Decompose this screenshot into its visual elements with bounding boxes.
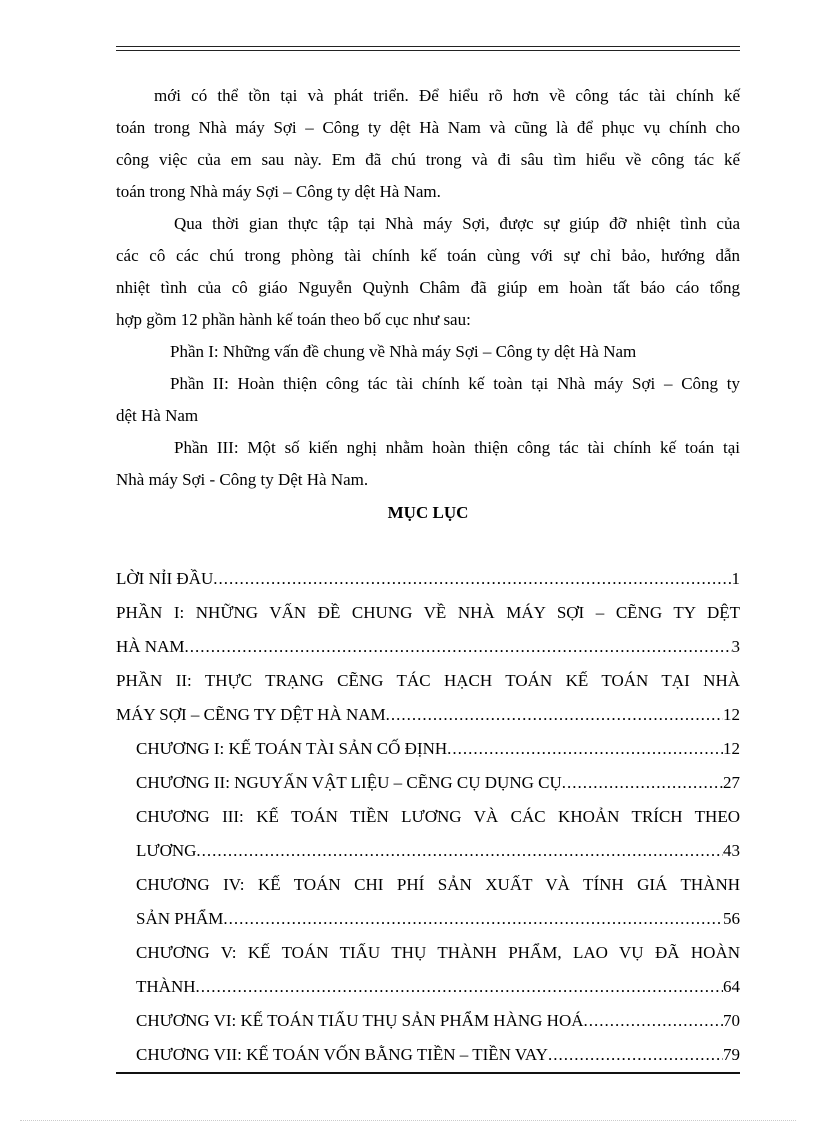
toc-entry[interactable]: LỜI NỈI ĐẦU ..... 1 — [116, 562, 740, 596]
paragraph-1 — [116, 80, 740, 208]
text-line: nhiệt tình của cô giáo Nguyễn Quỳnh Châm đã giúp em hoàn tất báo cáo tổng — [116, 278, 740, 297]
toc-entry[interactable]: CHƯƠNG II: NGUYẤN VẬT LIỆU – CẼNG CỤ DỤNG CỤ ..... 27 — [116, 766, 740, 800]
toc-entry[interactable]: CHƯƠNG VI: KẾ TOÁN TIẤU THỤ SẢN PHẨM HÀNG HOÁ ..... 70 — [116, 1004, 740, 1038]
toc-entry[interactable]: CHƯƠNG VII: KẾ TOÁN VỐN BẰNG TIỀN – TIỀN VAY ..... 79 — [116, 1038, 740, 1072]
table-of-contents — [116, 562, 740, 1072]
text-line: các cô các chú trong phòng tài chính kế toán cùng với sự chỉ bảo, hướng dẫn — [116, 246, 740, 265]
toc-entry[interactable]: CHƯƠNG III: KẾ TOÁN TIỀN LƯƠNG VÀ CÁC KHOẢN TRÍCH THEO LƯƠNG ..... 43 — [116, 800, 740, 868]
part-2 — [116, 368, 740, 432]
toc-entry[interactable]: PHẦN I: NHỮNG VẤN ĐỀ CHUNG VỀ NHÀ MÁY SỢI – CẼNG TY DỆT HÀ NAM ..... 3 — [116, 596, 740, 664]
text-line: mới có thể tồn tại và phát triển. Để hiểu rõ hơn về công tác tài chính kế — [154, 86, 740, 105]
text-line: Phần II: Hoàn thiện công tác tài chính kế toàn tại Nhà máy Sợi – Công ty — [170, 374, 740, 393]
text-line: toán trong Nhà máy Sợi – Công ty dệt Hà Nam và cũng là để phục vụ chính cho — [116, 118, 740, 137]
footer-rule — [116, 1072, 740, 1074]
text-line: toán trong Nhà máy Sợi – Công ty dệt Hà Nam. — [116, 182, 441, 201]
part-3 — [116, 432, 740, 496]
toc-entry[interactable]: CHƯƠNG IV: KẾ TOÁN CHI PHÍ SẢN XUẤT VÀ TÍNH GIÁ THÀNH SẢN PHẨM ..... 56 — [116, 868, 740, 936]
toc-entry[interactable]: CHƯƠNG V: KẾ TOÁN TIẤU THỤ THÀNH PHẨM, LAO VỤ ĐÃ HOÀN THÀNH ..... 64 — [116, 936, 740, 1004]
intro-text — [116, 80, 740, 529]
header-double-rule — [116, 46, 740, 53]
part-1-line: Phần I: Những vấn đề chung về Nhà máy Sợi – Công ty dệt Hà Nam — [170, 342, 637, 361]
toc-title: MỤC LỤC — [387, 503, 469, 522]
text-line: công việc của em sau này. Em đã chú trong và đi sâu tìm hiểu về công tác kế — [116, 150, 740, 169]
toc-entry[interactable]: PHẦN II: THỰC TRẠNG CẼNG TÁC HẠCH TOÁN KẾ TOÁN TẠI NHÀ MÁY SỢI – CẼNG TY DỆT HÀ NAM ..... 12 — [116, 664, 740, 732]
toc-entry[interactable]: CHƯƠNG I: KẾ TOÁN TÀI SẢN CỐ ĐỊNH ..... 12 — [116, 732, 740, 766]
text-line: dệt Hà Nam — [116, 406, 199, 425]
paragraph-2 — [116, 208, 740, 336]
text-line: Phần III: Một số kiến nghị nhằm hoàn thiện công tác tài chính kế toán tại — [174, 438, 740, 457]
text-line: Nhà máy Sợi - Công ty Dệt Hà Nam. — [116, 470, 369, 489]
page-edge-dotted — [20, 1120, 796, 1121]
text-line: Qua thời gian thực tập tại Nhà máy Sợi, được sự giúp đỡ nhiệt tình của — [174, 214, 740, 233]
text-line: hợp gồm 12 phần hành kế toán theo bố cục như sau: — [116, 310, 471, 329]
